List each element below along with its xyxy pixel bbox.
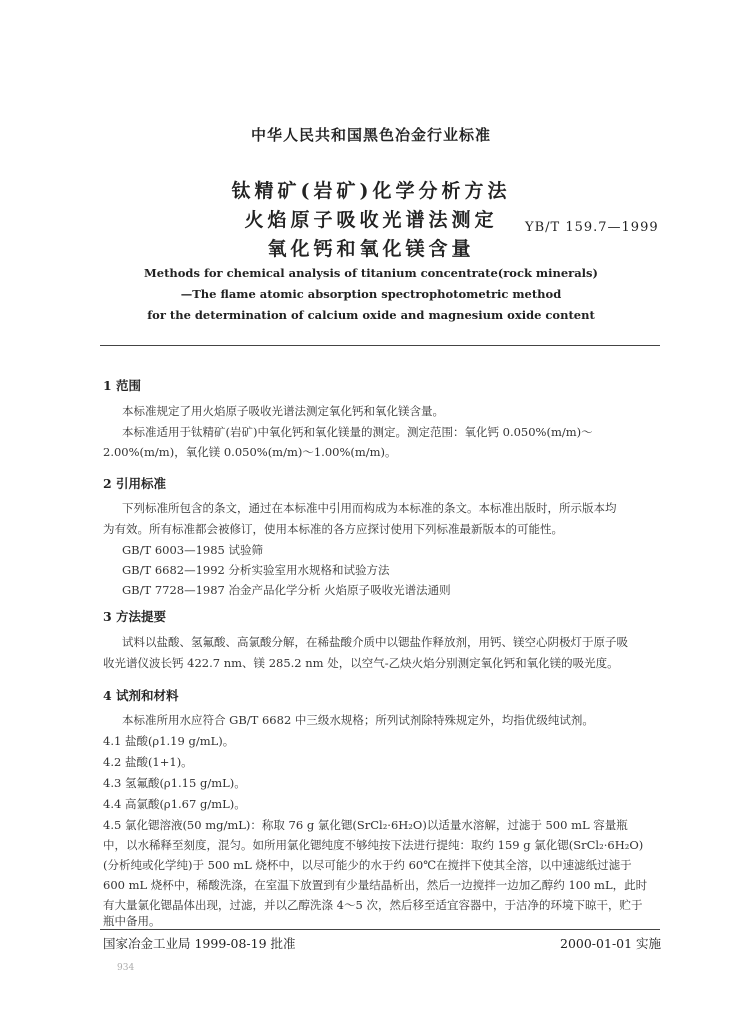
approval-notice: 国家冶金工业局 1999-08-19 批准 [103, 936, 296, 951]
section-2-paragraph-1b: 为有效。所有标准都会被修订，使用本标准的各方应探讨使用下列标准最新版本的可能性。 [103, 522, 563, 536]
section-3-paragraph-1a: 试料以盐酸、氢氟酸、高氯酸分解，在稀盐酸介质中以锶盐作释放剂，用钙、镁空心阴极灯于原子吸 [122, 635, 628, 649]
reagent-item-4-5-line: (分析纯或化学纯)于 500 mL 烧杯中，以尽可能少的水于约 60℃在搅拌下使其全溶，以中速滤纸过滤于 [103, 858, 632, 872]
section-3-paragraph-1b: 收光谱仪波长钙 422.7 nm、镁 285.2 nm 处，以空气-乙炔火焰分别测定氧化钙和氧化镁的吸光度。 [103, 656, 619, 670]
implementation-date: 2000-01-01 实施 [560, 936, 662, 951]
english-title-line-3: for the determination of calcium oxide and magnesium oxide content [147, 308, 595, 322]
section-1-paragraph-2b: 2.00%(m/m)，氧化镁 0.050%(m/m)～1.00%(m/m)。 [103, 445, 397, 459]
reference-standard: GB/T 6003—1985 试验筛 [122, 543, 264, 557]
reference-standard: GB/T 6682—1992 分析实验室用水规格和试验方法 [122, 563, 390, 577]
title-line-1: 钛精矿(岩矿)化学分析方法 [231, 180, 511, 202]
section-2-paragraph-1a: 下列标准所包含的条文，通过在本标准中引用而构成为本标准的条文。本标准出版时，所示版本均 [122, 501, 617, 515]
section-4-title: 4 试剂和材料 [103, 688, 179, 703]
standard-number: YB/T 159.7—1999 [525, 220, 659, 235]
reagent-item-4-5-line: 有大量氯化锶晶体出现，过滤，并以乙醇洗涤 4～5 次，然后移至适宜容器中，于洁净的环境下晾干，贮于 [103, 898, 643, 912]
footer-divider [100, 929, 660, 930]
reagent-item-4-5-line: 600 mL 烧杯中，稀酸洗涤，在室温下放置到有少量结晶析出，然后一边搅拌一边加乙醇约 100 mL，此时 [103, 878, 648, 892]
reagent-item-4-5-line: 4.5 氯化锶溶液(50 mg/mL)：称取 76 g 氯化锶(SrCl₂·6H₂O)以适量水溶解，过滤于 500 mL 容量瓶 [103, 818, 628, 832]
section-4-intro: 本标准所用水应符合 GB/T 6682 中三级水规格；所列试剂除特殊规定外，均指优级纯试剂。 [122, 713, 594, 727]
reference-standard: GB/T 7728—1987 冶金产品化学分析 火焰原子吸收光谱法通则 [122, 583, 451, 597]
reagent-item-4-5-line: 瓶中备用。 [103, 914, 161, 928]
english-title-line-1: Methods for chemical analysis of titanium concentrate(rock minerals) [144, 266, 598, 280]
section-3-title: 3 方法提要 [103, 609, 167, 624]
title-line-3: 氧化钙和氧化镁含量 [267, 238, 475, 260]
section-1-title: 1 范围 [103, 378, 142, 393]
section-1-paragraph-1: 本标准规定了用火焰原子吸收光谱法测定氧化钙和氧化镁含量。 [122, 404, 444, 418]
section-1-paragraph-2a: 本标准适用于钛精矿(岩矿)中氧化钙和氧化镁量的测定。测定范围：氧化钙 0.050%(m/m)～ [122, 425, 593, 439]
header-divider [100, 345, 660, 346]
reagent-item: 4.4 高氯酸(ρ1.67 g/mL)。 [103, 797, 246, 811]
page-number: 934 [117, 963, 135, 973]
title-line-2: 火焰原子吸收光谱法测定 [244, 209, 498, 231]
section-2-title: 2 引用标准 [103, 476, 167, 491]
reagent-item: 4.1 盐酸(ρ1.19 g/mL)。 [103, 734, 235, 748]
english-title-line-2: —The flame atomic absorption spectrophotometric method [180, 287, 562, 301]
reagent-item: 4.2 盐酸(1+1)。 [103, 755, 193, 769]
issuing-org: 中华人民共和国黑色冶金行业标准 [250, 126, 491, 144]
reagent-item-4-5-line: 中，以水稀释至刻度，混匀。如所用氯化锶纯度不够纯按下法进行提纯：取约 159 g 氯化锶(SrCl₂·6H₂O) [103, 838, 644, 852]
reagent-item: 4.3 氢氟酸(ρ1.15 g/mL)。 [103, 776, 246, 790]
